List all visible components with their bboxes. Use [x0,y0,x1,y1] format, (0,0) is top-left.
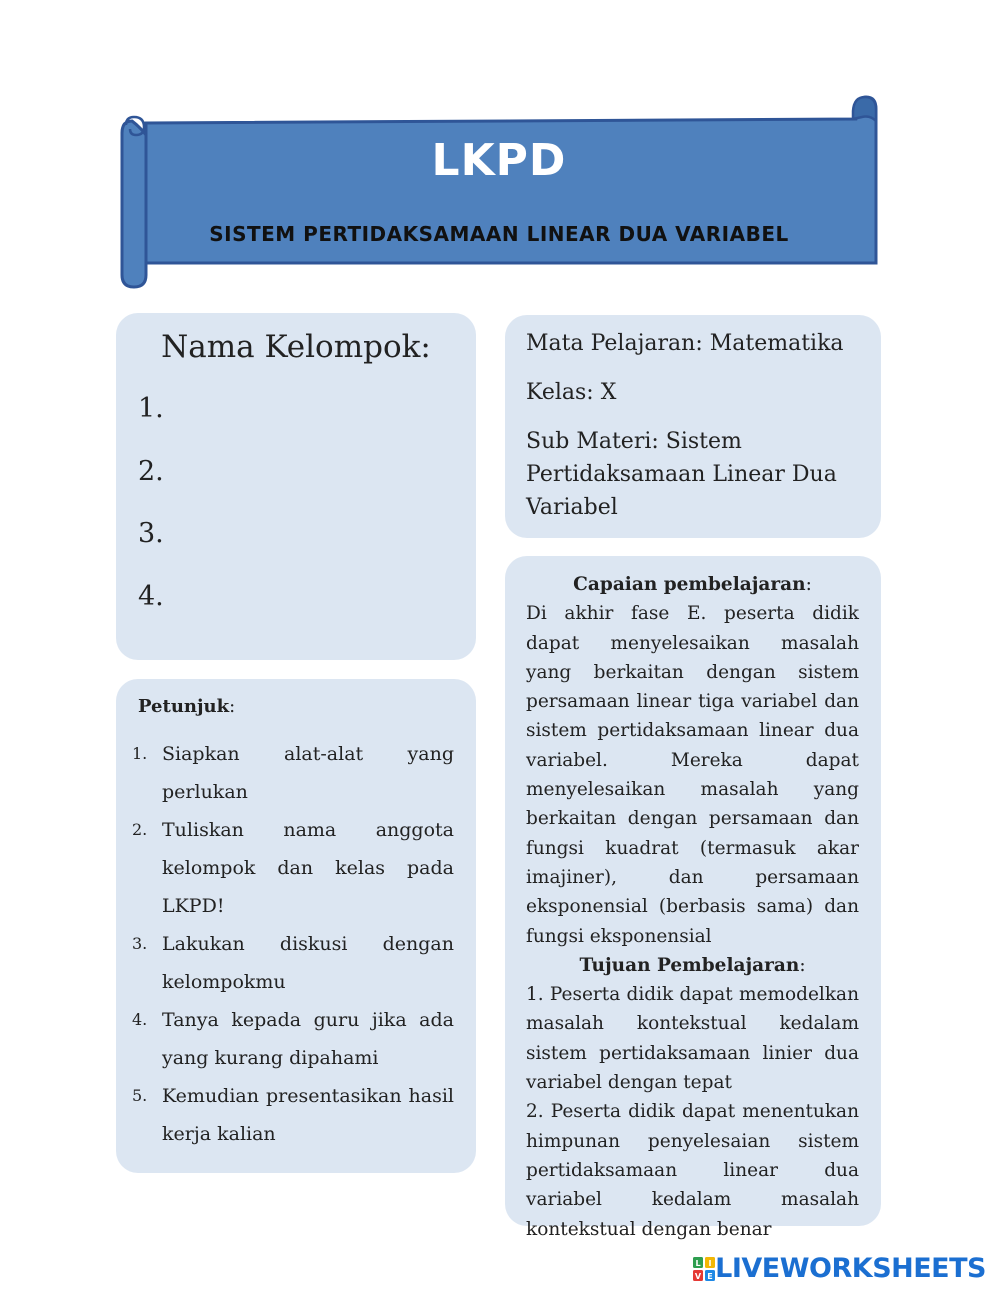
nama-kelompok-title: Nama Kelompok: [161,329,431,365]
kelas: Kelas: X [526,380,617,405]
member-number-4: 4. [138,580,164,612]
tujuan-heading: Tujuan Pembelajaran: [579,954,806,976]
svg-text:L: L [695,1258,701,1268]
petunjuk-item: 5. Kemudian presentasikan hasil kerja kalian [132,1085,454,1145]
petunjuk-item: 2. Tuliskan nama anggota kelompok dan kelas pada LKPD! [132,819,454,917]
scroll-banner-shape [118,95,880,290]
petunjuk-card [116,679,476,1173]
petunjuk-heading: Petunjuk: [138,696,236,717]
scroll-right-curl [853,97,876,121]
subject-info-card [505,315,881,538]
mata-pelajaran: Mata Pelajaran: Matematika [526,331,844,356]
title-banner [118,95,880,290]
member-number-1: 1. [138,393,164,424]
capaian-tujuan-card [505,556,881,1240]
liveworksheets-watermark [693,1253,986,1284]
petunjuk-item: 4. Tanya kepada guru jika ada yang kurang dipahami [132,1009,454,1069]
member-number-list [138,393,164,643]
tujuan-item-1: 1. Peserta didik dapat memodelkan masalah kontekstual kedalam sistem pertidaksamaan linier dua variabel dengan tepat [526,984,859,1094]
member-number-3: 3. [138,518,164,549]
tujuan-item-2: 2. Peserta didik dapat menentukan himpunan penyelesaian sistem pertidaksamaan linear dua variabel kedalam masalah kontekstual dengan benar [526,1101,859,1240]
svg-text:E: E [707,1271,713,1281]
capaian-text: Di akhir fase E. peserta didik dapat menyelesaikan masalah yang berkaitan dengan sistem persamaan linear tiga variabel dan sistem pertidaksamaan linear dua variabel. Mereka dapat menyelesaikan masalah yang berkaitan dengan persamaan dan fungsi kuadrat (termasuk akar imajiner), dan persamaan eksponensial (berbasis sama) dan fungsi eksponensial [526,603,859,947]
petunjuk-item: 1. Siapkan alat-alat yang perlukan [132,743,454,803]
banner-title: LKPD [431,135,567,186]
petunjuk-list [132,735,454,1153]
liveworksheets-logo-icon [693,1257,715,1281]
capaian-heading: Capaian pembelajaran: [573,574,812,595]
member-number-2: 2. [138,455,164,487]
banner-subtitle: SISTEM PERTIDAKSAMAAN LINEAR DUA VARIABEL [209,222,789,246]
sub-materi: Sub Materi: Sistem Pertidaksamaan Linear Dua Variabel [526,429,837,520]
petunjuk-item: 3. Lakukan diskusi dengan kelompokmu [132,933,454,993]
nama-kelompok-card [116,313,476,660]
liveworksheets-text: LIVEWORKSHEETS [715,1253,986,1284]
svg-text:V: V [695,1271,702,1281]
svg-text:I: I [708,1258,712,1268]
